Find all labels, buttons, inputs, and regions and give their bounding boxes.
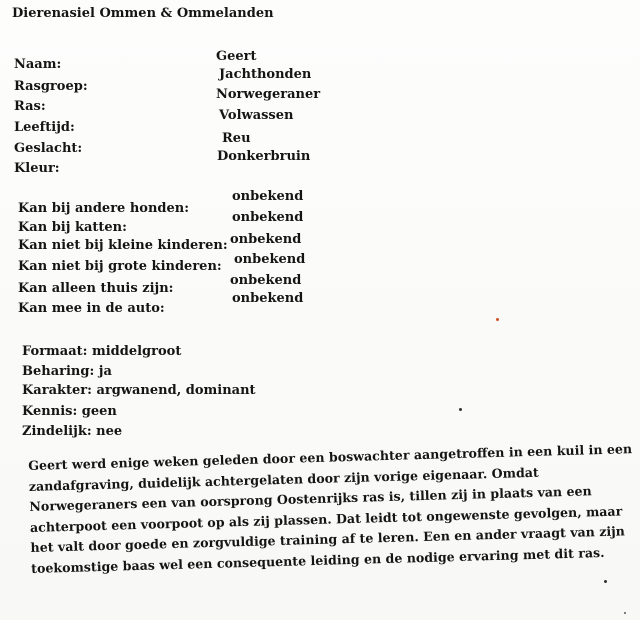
info-value: Jachthonden [219, 67, 312, 82]
shelter-title: Dierenasiel Ommen & Ommelanden [12, 6, 274, 21]
scan-speck [604, 580, 607, 583]
info-value: Norwegeraner [216, 87, 321, 102]
scan-speck [459, 408, 462, 411]
trait-coat: Beharing: ja [22, 364, 112, 379]
compat-value: onbekend [230, 232, 302, 247]
compat-label: Kan niet bij grote kinderen: [18, 259, 222, 274]
description-paragraph: Geert werd enige weken geleden door een boswachter aangetroffen in een kuil in een zandafgraving, duidelijk achtergelaten door zijn vorige eigenaar. Omdat Norwegeraners een van oorsprong Oostenrijks ras is, tillen zij in plaats van een achterpoot een voorpoot op als zij plassen. Dat leidt tot ongewenste gevolgen, maar het valt door goede en zorgvuldige training af te leren. Een en ander vraagt van zijn toekomstige baas wel een consequente leiding en de nodige ervaring met dit ras. [28, 441, 633, 576]
scan-speck [624, 612, 626, 614]
info-label: Kleur: [14, 161, 60, 176]
info-label: Ras: [14, 99, 46, 114]
info-value: Geert [216, 49, 257, 64]
trait-training: Kennis: geen [22, 404, 117, 419]
info-label: Geslacht: [14, 141, 83, 156]
scan-speck [496, 318, 499, 321]
compat-label: Kan bij andere honden: [18, 201, 190, 216]
compat-label: Kan bij katten: [18, 220, 127, 235]
info-value: Volwassen [219, 108, 294, 123]
info-value: Reu [222, 131, 251, 146]
compat-label: Kan mee in de auto: [18, 301, 165, 316]
trait-housebroken: Zindelijk: nee [22, 424, 123, 439]
compat-value: onbekend [230, 273, 302, 288]
compat-label: Kan alleen thuis zijn: [18, 281, 174, 296]
compat-value: onbekend [232, 291, 304, 306]
compat-value: onbekend [232, 189, 304, 204]
trait-size: Formaat: middelgroot [22, 344, 182, 359]
compat-label: Kan niet bij kleine kinderen: [18, 238, 228, 253]
trait-character: Karakter: argwanend, dominant [22, 383, 256, 398]
info-label: Leeftijd: [14, 120, 75, 135]
info-value: Donkerbruin [217, 149, 311, 164]
info-label: Rasgroep: [14, 79, 88, 94]
compat-value: onbekend [232, 210, 304, 225]
compat-value: onbekend [234, 252, 306, 267]
info-label: Naam: [14, 57, 62, 72]
